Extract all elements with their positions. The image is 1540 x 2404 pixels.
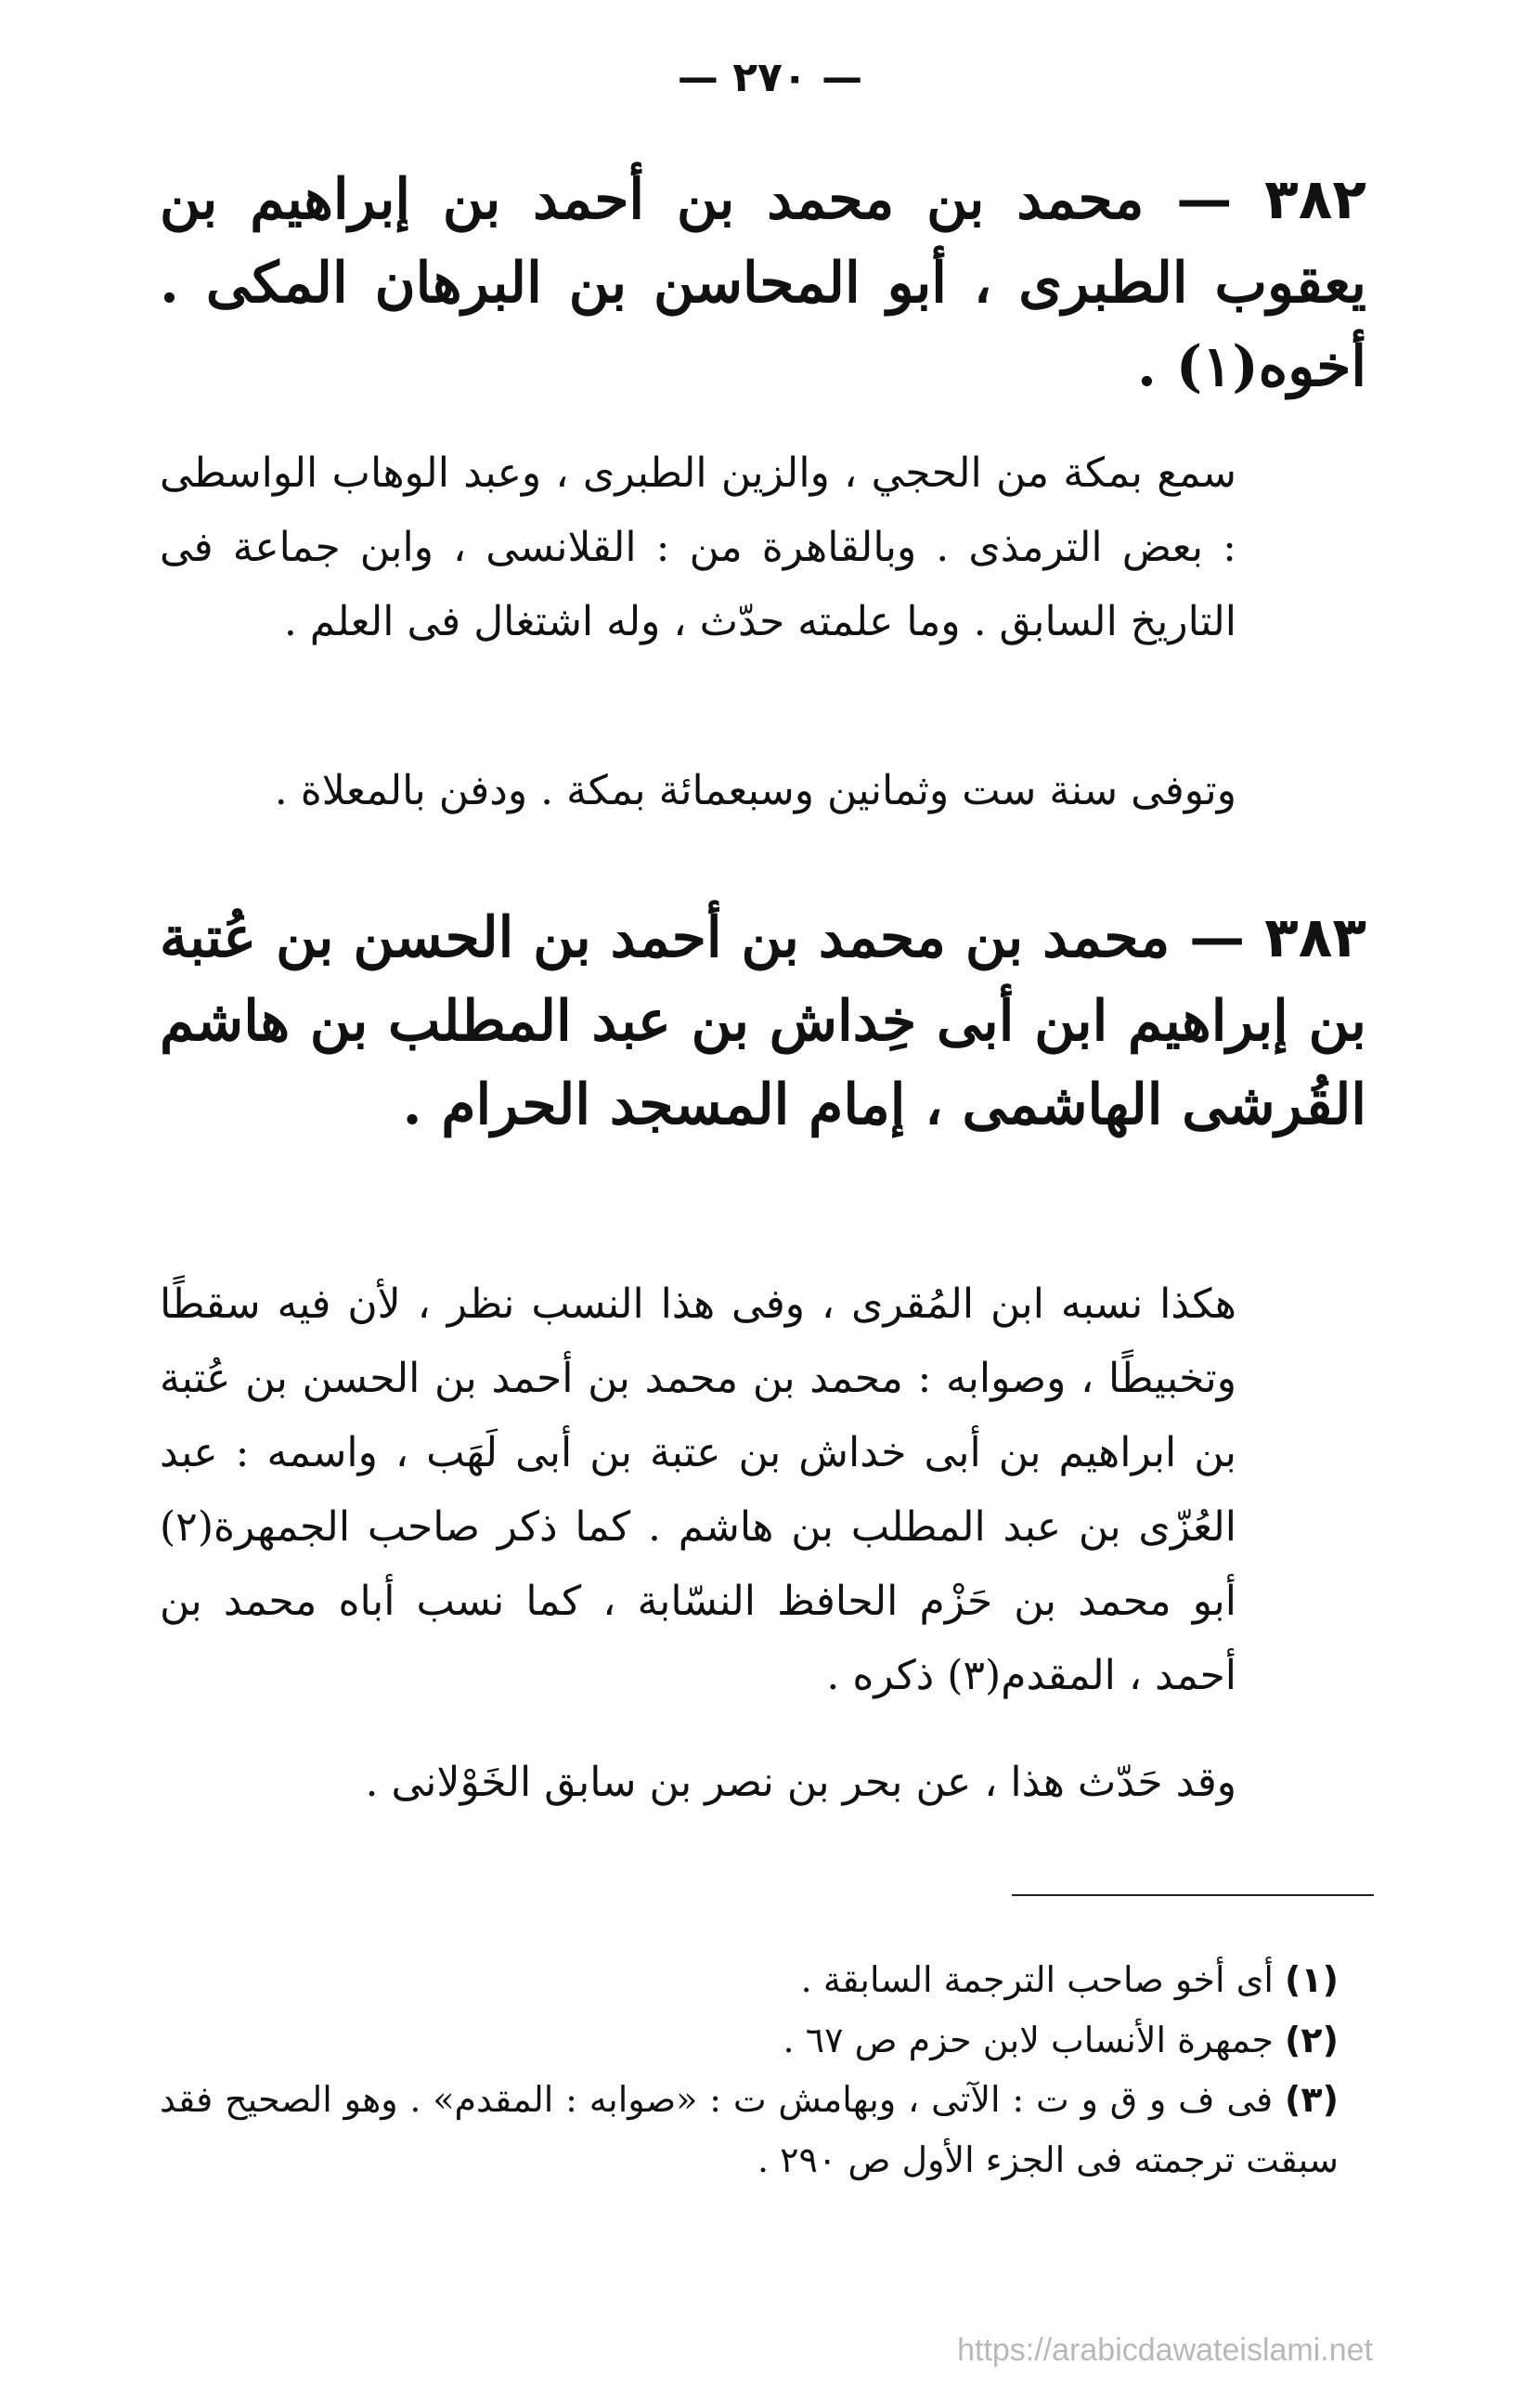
entry-number: ٣٨٣ xyxy=(1264,905,1366,970)
entry-383-body xyxy=(160,1267,1366,1713)
entry-382 xyxy=(160,158,1366,409)
footnote-mark: (١) xyxy=(1285,1959,1339,2000)
entry-383-hadith xyxy=(160,1746,1366,1820)
entry-382-body xyxy=(160,436,1366,659)
footnotes xyxy=(160,1950,1339,2190)
entry-382-death xyxy=(160,754,1366,828)
entry-heading xyxy=(160,896,1366,1147)
footnote-mark: (٢) xyxy=(1285,2019,1339,2060)
footnote-text: أى أخو صاحب الترجمة السابقة . xyxy=(800,1959,1274,2000)
footnote-divider xyxy=(1012,1894,1374,1896)
entry-paragraph: سمع بمكة من الحجي ، والزين الطبرى ، وعبد الوهاب الواسطى : بعض الترمذى . وبالقاهرة من : القلانسى ، وابن جماعة فى التاريخ السابق . وما علمته حدّث ، وله اشتغال فى العلم . xyxy=(160,449,1236,646)
footnote-text: جمهرة الأنساب لابن حزم ص ٦٧ . xyxy=(783,2019,1274,2060)
footnote-3 xyxy=(160,2070,1339,2190)
footnote-text: فى ف و ق و ت : الآتى ، وبهامش ت : «صوابه : المقدم» . وهو الصحيح فقد سبقت ترجمته فى الجزء الأول ص ٢٩٠ . xyxy=(160,2079,1339,2180)
entry-heading-text: — محمد بن محمد بن أحمد بن إبراهيم بن يعقوب الطبرى ، أبو المحاسن بن البرهان المكى . أخوه(١) . xyxy=(160,167,1366,399)
footnote-2 xyxy=(160,2010,1339,2071)
entry-number: ٣٨٢ xyxy=(1264,167,1367,232)
footnote-mark: (٣) xyxy=(1285,2079,1339,2121)
entry-heading xyxy=(160,158,1366,409)
page-number: — ٢٧٠ — xyxy=(677,54,863,101)
entry-paragraph: وقد حَدّث هذا ، عن بحر بن نصر بن سابق الخَوْلانى . xyxy=(365,1759,1236,1806)
entry-heading-text: — محمد بن محمد بن أحمد بن الحسن بن عُتبة بن إبراهيم ابن أبى خِداش بن عبد المطلب بن هاشم القُرشى الهاشمى ، إمام المسجد الحرام . xyxy=(160,905,1366,1137)
entry-paragraph: هكذا نسبه ابن المُقرى ، وفى هذا النسب نظر ، لأن فيه سقطًا وتخبيطًا ، وصوابه : محمد بن محمد بن أحمد بن الحسن بن عُتبة بن ابراهيم بن أبى خداش بن عتبة بن أبى لَهَب ، واسمه : عبد العُزّى بن عبد المطلب بن هاشم . كما ذكر صاحب الجمهرة(٢) أبو محمد بن حَزْم الحافظ النسّابة ، كما نسب أباه محمد بن أحمد ، المقدم(٣) ذكره . xyxy=(160,1280,1236,1700)
entry-383 xyxy=(160,896,1366,1147)
watermark-url: https://arabicdawateislami.net xyxy=(957,2333,1373,2368)
footnote-1 xyxy=(160,1950,1339,2010)
entry-paragraph: وتوفى سنة ست وثمانين وسبعمائة بمكة . ودفن بالمعلاة . xyxy=(274,767,1236,814)
